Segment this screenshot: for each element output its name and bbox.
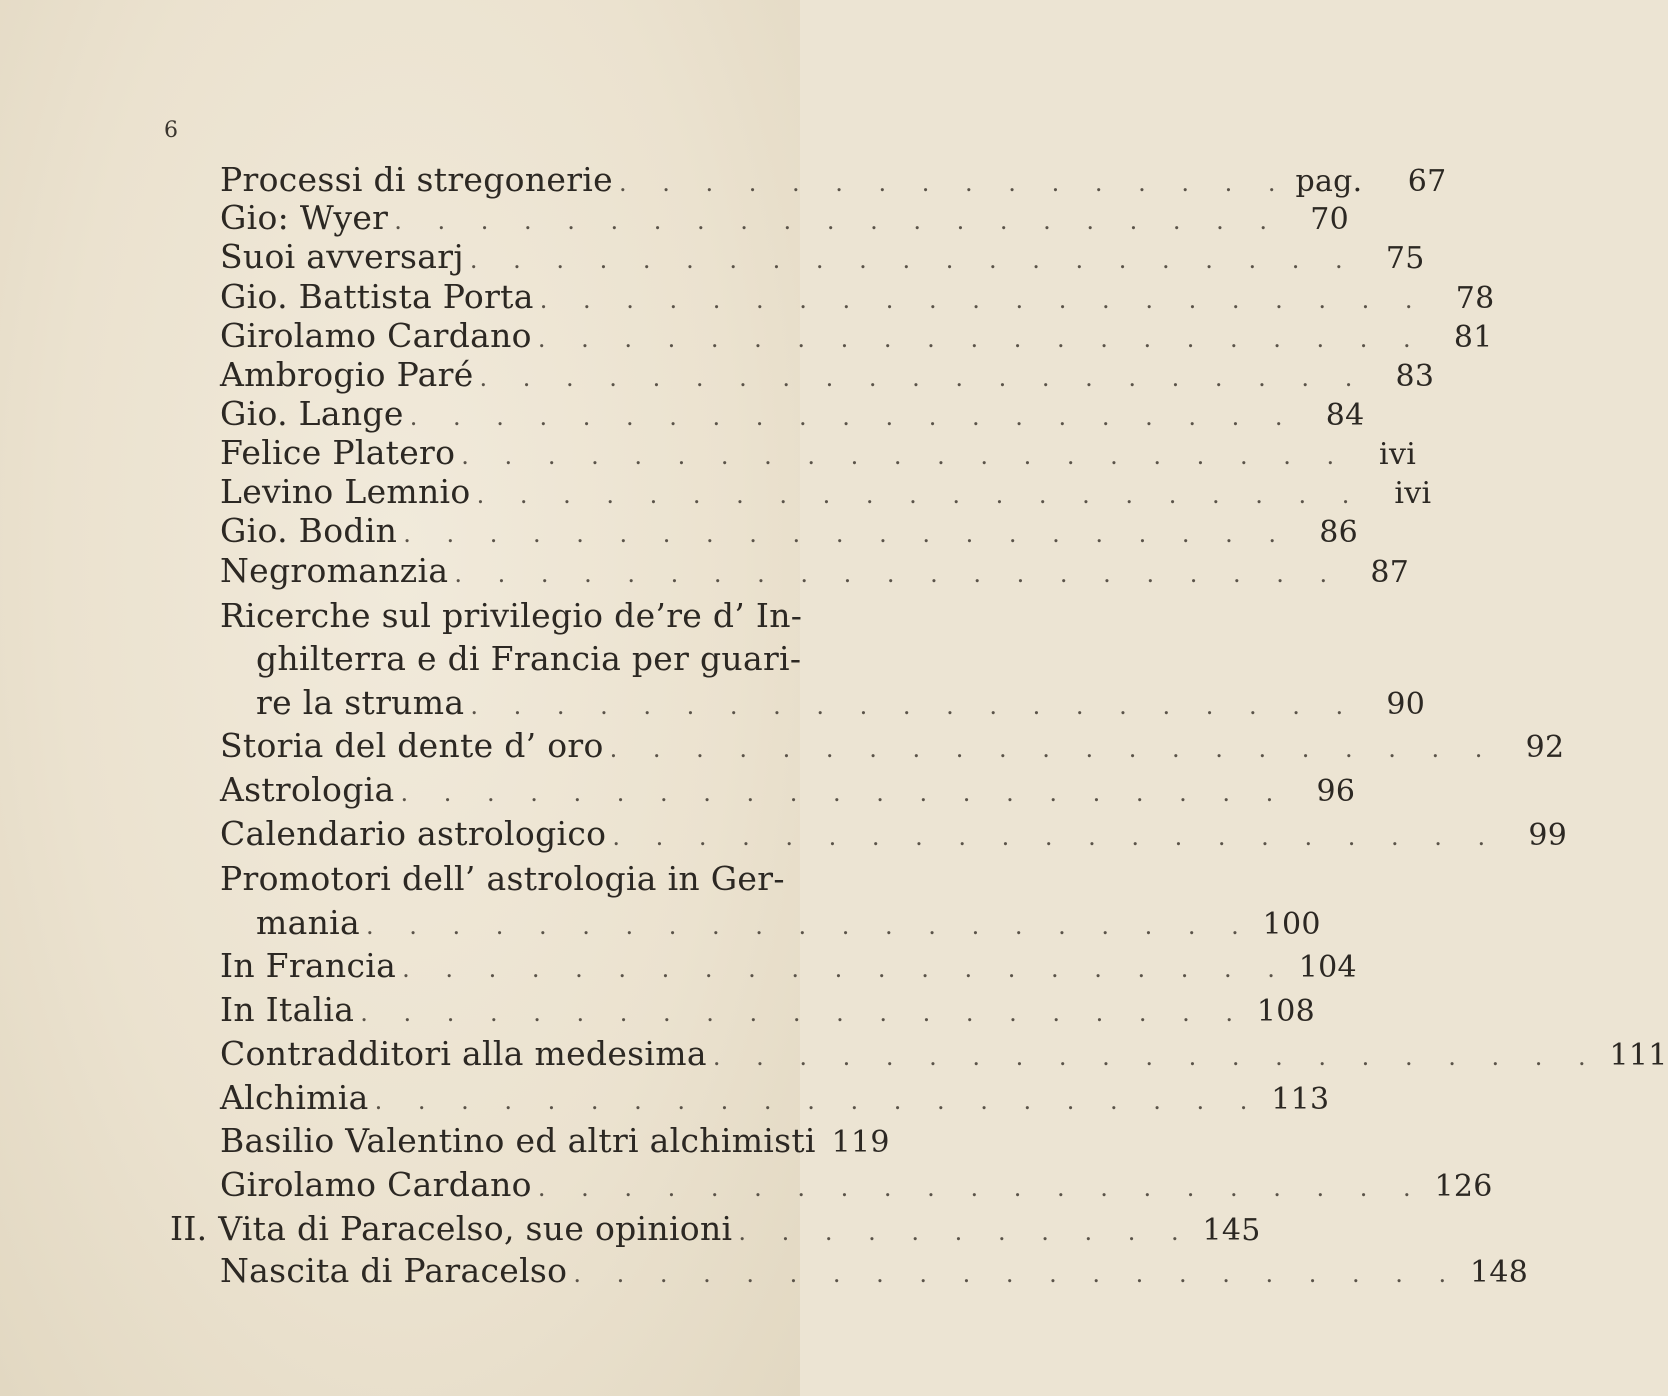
toc-entry-page: 83 [1395,359,1435,394]
toc-entry [220,1119,890,1163]
leader-dots: . . . . . . . . . . . . . . . . . . . . . [612,823,1500,851]
leader-dots: . . . . . . . . . . . . . . . . [618,169,1290,197]
toc-entry-page: 84 [1325,398,1365,433]
toc-entry-page: 100 [1262,907,1321,942]
toc-entry-title: Levino Lemnio [220,472,471,511]
leader-dots: . . . . . . . . . . . . . . . . . . . . . [374,1087,1262,1115]
toc-entry [220,812,1568,856]
toc-entry-page: 87 [1370,555,1410,590]
toc-entry-title-continuation: ghilterra e di Francia per guari- [256,639,802,678]
toc-entry-title: In Francia [220,946,397,985]
leader-dots: . . . . . . . . . . . . . . . . . . . . . [365,912,1253,940]
toc-entry [220,549,1410,593]
toc-entry [220,392,1365,436]
toc-entry-title: Alchimia [220,1078,369,1117]
leader-dots: . . . . . . . . . . . . . . . . . . . . . [461,442,1349,470]
leader-dots: . . . . . . . . . . . . . . . . . . . . . [469,246,1357,274]
toc-entry [220,196,1350,240]
toc-entry-title: Processi di stregonerie [220,160,613,199]
leader-dots: . . . . . . . . . . . . . . . . . . . . . [539,286,1427,314]
leader-dots: . . . . . . . . . . . . . . . . . . . . . [479,364,1367,392]
leader-dots: . . . . . . . . . . . . . . . . . . . . . [476,481,1364,509]
toc-entry [220,768,1356,812]
leader-dots: . . . . . . . . . . . . . . . . . . . . . [409,403,1297,431]
toc-entry-page: 81 [1453,320,1493,355]
toc-entry-page: 67 [1407,164,1447,199]
leader-dots: . . . . . . . . . . . . . . . . . . . . . [470,692,1358,720]
toc-entry-page: 70 [1310,202,1350,237]
toc-entry-title: Nascita di Paracelso [220,1251,568,1290]
toc-entry-title: Contradditori alla medesima [220,1034,707,1073]
toc-entry [170,1207,1261,1251]
toc-entry-title: In Italia [220,990,355,1029]
toc-entry-page: 78 [1455,281,1495,316]
toc-entry [220,724,1565,768]
leader-dots: . . . . . . . . . . . . . . . . . . . . . [403,520,1291,548]
toc-entry-page: 126 [1434,1169,1493,1204]
leader-dots: . . . . . . . . . . . . . . . . . . . . . [360,999,1248,1027]
toc-entry-title: Basilio Valentino ed altri alchimisti [220,1121,816,1160]
toc-entry-title: Storia del dente d’ oro [220,726,604,765]
leader-dots: . . . . . . . . . . . . . . . . . . . . . [400,779,1288,807]
toc-entry [220,1163,1493,1207]
toc-entry-title: Astrologia [220,770,395,809]
toc-entry-page: 92 [1525,730,1565,765]
leader-dots: . . . . . . . . . . . . . . . . . . . . . [394,207,1282,235]
toc-entry [256,681,1426,725]
toc-entry-title-continuation: re la struma [256,683,465,722]
toc-entry-title: Girolamo Cardano [220,1165,532,1204]
toc-entry-page: 111 [1609,1038,1668,1073]
page-number: 6 [164,118,178,143]
toc-entry-page: ivi [1379,437,1417,472]
toc-entry-page: 104 [1298,950,1357,985]
toc-entry-title: Suoi avversarj [220,237,464,276]
leader-dots: . . . . . . . . . . . . . . . . . . . . . [537,325,1425,353]
toc-entry [220,353,1435,397]
toc-entry-page: 75 [1385,241,1425,276]
leader-dots: . . . . . . . . . . . . . . . . . . . . . [573,1260,1461,1288]
toc-entry-title: Ricerche sul privilegio de’re d’ In- [220,596,803,635]
toc-entry [220,314,1493,358]
toc-entry [220,431,1417,475]
toc-entry-title: Gio. Bodin [220,511,398,550]
toc-entry-page: 113 [1271,1082,1330,1117]
leader-dots: . . . . . . . . . . . . . . . . . . . . . [609,735,1497,763]
toc-entry-page: 119 [831,1125,890,1160]
toc-entry [220,1076,1330,1120]
toc-entry-page: 108 [1256,994,1316,1029]
toc-entry-title: Ambrogio Paré [220,355,474,394]
leader-dots: . . . . . . . . . . . . . . . . . . . . . [712,1043,1600,1071]
toc-entry-title: II. Vita di Paracelso, sue opinioni [170,1209,733,1248]
toc-entry-title: Gio: Wyer [220,198,389,237]
toc-entry-page: 90 [1386,687,1426,722]
toc-entry-title: Felice Platero [220,433,456,472]
toc-entry-page: 145 [1202,1213,1261,1248]
toc-entry-title: Promotori dell’ astrologia in Ger- [220,859,785,898]
toc-entry-page: ivi [1394,476,1432,511]
toc-entry-title: Girolamo Cardano [220,316,532,355]
toc-entry [220,509,1359,553]
toc-entry [220,988,1316,1032]
toc-entry-page: 148 [1469,1255,1529,1290]
leader-dots: . . . . . . . . . . . [738,1218,1193,1246]
toc-entry-page: 86 [1319,515,1359,550]
toc-entry-page: 96 [1316,774,1356,809]
toc-entry [220,1249,1529,1293]
leader-dots: . . . . . . . . . . . . . . . . . . . . . [402,955,1289,983]
toc-entry-title: Negromanzia [220,551,449,590]
toc-entry-title-continuation: mania [256,903,360,942]
toc-entry [220,275,1495,319]
toc-entry [220,235,1425,279]
toc-entry [220,470,1432,514]
toc-entry-title: Gio. Lange [220,394,404,433]
toc-entry-page: 99 [1528,818,1568,853]
toc-entry-title: Gio. Battista Porta [220,277,534,316]
toc-entry-title: Calendario astrologico [220,814,607,853]
leader-dots: . . . . . . . . . . . . . . . . . . . . . [454,560,1342,588]
toc-entry [220,1032,1668,1076]
toc-entry [256,901,1321,945]
pag-abbreviation: pag. [1295,164,1363,199]
toc-entry [220,944,1357,988]
leader-dots: . . . . . . . . . . . . . . . . . . . . . [537,1174,1425,1202]
